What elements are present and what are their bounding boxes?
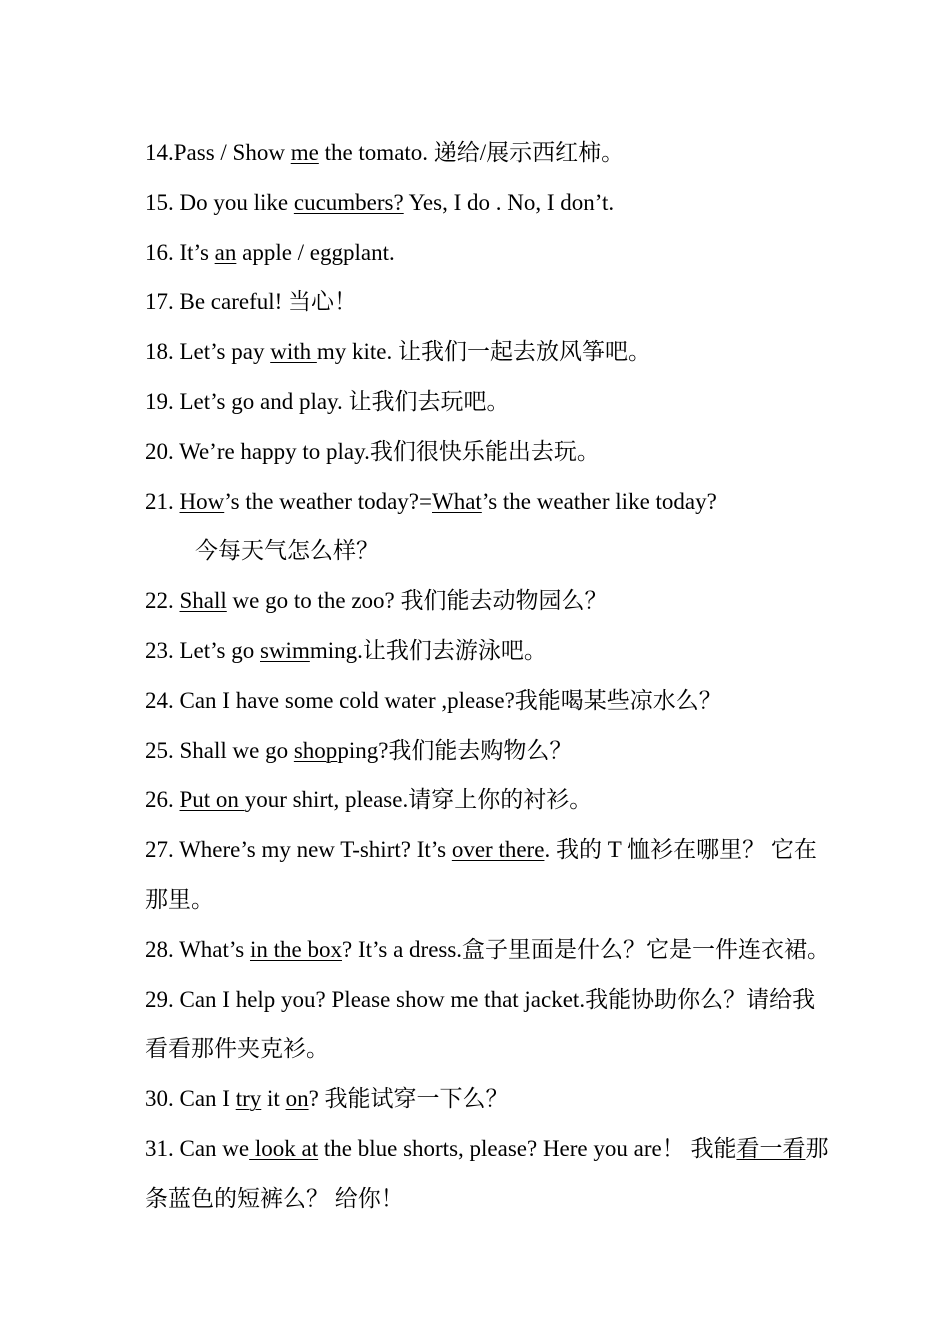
underlined-phrase: Shall [179,588,227,614]
text-run: 24. Can I have some cold water ,please?我能喝某些凉水么？ [145,687,722,713]
text-run: my kite. 让我们一起去放风筝吧。 [316,339,651,365]
text-run: 19. Let’s go and play. 让我们去玩吧。 [145,388,510,414]
sentence-31 [145,1124,910,1174]
text-run: apple / eggplant. [236,239,395,265]
text-run: 17. Be careful! 当心！ [145,289,358,315]
text-run: . 我的 T 恤衫在哪里？ 它在 [544,837,817,863]
text-run: 14.Pass / Show [145,140,291,165]
text-run: Yes, I do . No, I don’t. [403,189,615,215]
sentence-20 [145,427,910,477]
text-run: 29. Can I help you? Please show me that jacket.我能协助你么？请给我 [145,986,816,1012]
underlined-phrase: an [214,239,237,265]
text-run: 16. It’s [145,239,215,265]
underlined-phrase: How [179,488,225,514]
underlined-phrase: look at [249,1135,319,1161]
underlined-phrase: on [285,1086,309,1112]
text-run: ’s the weather today?= [224,488,432,514]
sentence-19 [145,377,910,427]
sentence-14 [145,128,910,178]
text-run: 15. Do you like [145,189,294,215]
text-run: 那里。 [145,886,214,912]
text-run: 25. Shall we go [145,737,294,763]
text-run: 条蓝色的短裤么？ 给你！ [145,1185,404,1211]
sentence-17 [145,277,910,327]
text-run: ping?我们能去购物么？ [337,737,573,763]
text-run: 23. Let’s go [145,637,260,663]
text-run: 30. Can I [145,1086,236,1112]
text-run: ? It’s a dress.盒子里面是什么？它是一件连衣裙。 [341,936,831,962]
sentence-21-translation [145,526,910,576]
underlined-phrase: What [432,488,482,514]
underlined-phrase: try [235,1086,262,1112]
sentence-29-continued [145,1024,910,1074]
sentence-31-continued [145,1174,910,1224]
text-run: it [261,1086,286,1112]
sentence-18 [145,327,910,377]
text-run: 看看那件夹克衫。 [145,1036,329,1062]
text-run: 22. [145,588,180,614]
underlined-phrase: with [270,339,317,365]
sentence-22 [145,576,910,626]
sentence-list [145,128,910,1224]
underlined-phrase: Put on [179,787,245,813]
underlined-phrase: 看一看 [736,1135,806,1161]
underlined-phrase: cucumbers? [293,189,404,215]
sentence-15 [145,178,910,228]
sentence-25 [145,726,910,776]
sentence-24 [145,676,910,726]
text-run: 31. Can we [145,1135,250,1161]
text-run: 18. Let’s pay [145,339,271,365]
sentence-21 [145,477,910,527]
text-run: 今每天气怎么样？ [195,538,379,564]
text-run: ’s the weather like today? [481,488,717,514]
text-run: your shirt, please.请穿上你的衬衫。 [244,787,593,813]
sentence-28 [145,925,910,975]
text-run: 那 [805,1135,829,1161]
underlined-phrase: me [290,140,319,165]
sentence-27-continued [145,875,910,925]
sentence-23 [145,626,910,676]
text-run: 27. Where’s my new T-shirt? It’s [145,837,452,863]
sentence-29 [145,975,910,1025]
text-run: 28. What’s [145,936,250,962]
sentence-16 [145,228,910,278]
underlined-phrase: in the box [249,936,342,962]
text-run: the blue shorts, please? Here you are！ 我能 [318,1135,737,1161]
text-run: ming.让我们去游泳吧。 [309,637,547,663]
text-run: ? 我能试穿一下么？ [308,1086,509,1112]
underlined-phrase: swim [260,637,310,663]
sentence-27 [145,825,910,875]
sentence-26 [145,775,910,825]
sentence-30 [145,1074,910,1124]
text-run: 20. We’re happy to play.我们很快乐能出去玩。 [145,438,600,464]
text-run: 21. [145,488,180,514]
underlined-phrase: over there [451,837,545,863]
underlined-phrase: shop [293,737,338,763]
text-run: we go to the zoo? 我们能去动物园么？ [226,588,608,614]
text-run: the tomato. 递给/展示西红柿。 [318,140,625,165]
text-run: 26. [145,787,180,813]
